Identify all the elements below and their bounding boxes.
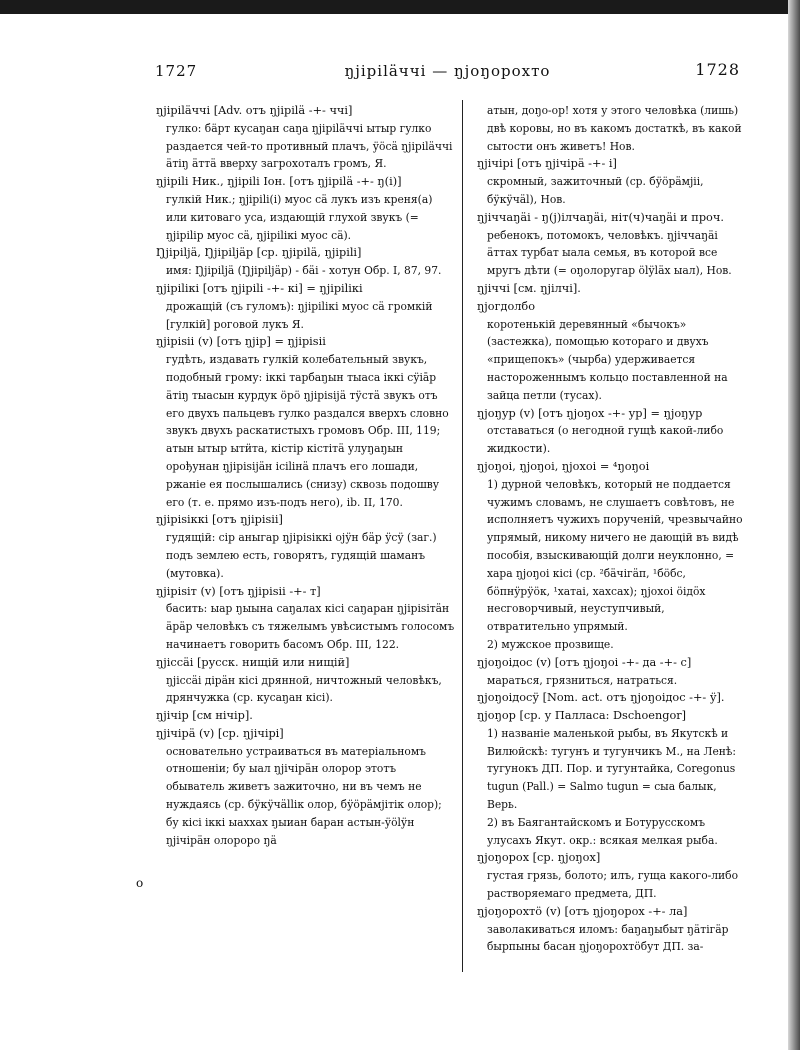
entry-definition: гудящiй: сiр аныгар ŋjiрisiккi оjӱн бӓр ӱсӱ (заг.) подъ землею есть, говорятъ, гудящiй шаманъ (мутовка). xyxy=(166,531,437,580)
entry-definition: ŋjiссӓi дiрӓн кiсi дрянной, ничтожный человѣкъ, дрянчужка (ср. кусаŋан кiсi). xyxy=(166,673,442,705)
entry-headword: ŋjiчiрi [отъ ŋjiчiрӓ -+- i] xyxy=(477,157,617,171)
entry-definition: коротенькiй деревянный «бычокъ» (застежка), помощью котораго и двухъ «прищепокъ» (чырба) удерживается настороженнымъ кольцо поставленной на зайца петли (тусах). xyxy=(487,317,728,402)
column-divider xyxy=(462,100,463,972)
dictionary-entry xyxy=(150,173,455,244)
entry-definition: гудѣть, издавать гулкiй колебательный звукъ, подобный грому: iккi тарбаŋын тыаса iккi сӱiāр ӓтiŋ тыасын курдук öрö ŋjiрisiјӓ тӱстӓ звукъ отъ его двухъ пальцевъ гулко раздался вверхъ словно звукъ двухъ раскатистыхъ громовъ Обр. III, 119; атын ытыр ытӥта, кiстiр кiстiтӓ улуŋаŋын орођунан ŋjiрisiјӓн iсiliнӓ плачъ его лошади, ржанiе ея послышались (снизу) сквозь подошву его (т. е. прямо изъ-подъ него), ib. II, 170. xyxy=(166,353,449,509)
dictionary-entry xyxy=(471,476,743,636)
entry-headword: ŋjiрisiт (v) [отъ ŋjiрisii -+- т] xyxy=(156,584,321,598)
left-column xyxy=(150,102,455,849)
dictionary-entry xyxy=(150,654,455,707)
entry-definition: мараться, грязниться, натраться. xyxy=(487,673,678,687)
dictionary-entry xyxy=(471,903,743,956)
dictionary-entry xyxy=(471,209,743,280)
entry-headword: ŋjiссӓi [русск. нищiй или нищiй] xyxy=(156,655,350,669)
dictionary-entry xyxy=(150,511,455,582)
entry-headword: ŋjoŋoiдoc (v) [отъ ŋjoŋoi -+- да -+- с] xyxy=(477,655,692,669)
dictionary-entry xyxy=(471,280,743,298)
scan-right-edge xyxy=(788,0,800,1050)
dictionary-entry xyxy=(471,636,743,654)
dictionary-entry xyxy=(471,725,743,814)
entry-headword: ŋjiччаŋӓi - ŋ(j)iлчаŋӓi, нiт(ч)чаŋӓi и проч. xyxy=(477,210,724,224)
entry-headword: ŋjoŋop [ср. у Палласа: Dschoengor] xyxy=(477,709,687,723)
dictionary-entry xyxy=(150,280,455,333)
entry-sense: 2) мужское прозвище. xyxy=(487,637,614,651)
entry-definition: основательно устраиваться въ матерiальномъ отношенiи; бу ыал ŋjiчiрӓн олорор этотъ обыватель живетъ зажиточно, ни въ чемъ не нуждаясь (ср. бӱкӱчӓlliк олор, бӱöрӓмjiтiк олор); бу кiсi iккi ыаххах ŋыиан баран астын-ӱölӱн ŋjiчiрӓн олороро ŋӓ xyxy=(166,744,442,847)
margin-mark: o xyxy=(136,876,144,890)
entry-headword: ŋjoŋoрохтö (v) [отъ ŋjoŋoрох -+- ла] xyxy=(477,904,688,918)
entry-sense: 2) въ Баягантайскомъ и Ботурусскомъ улусахъ Якут. окр.: всякая мелкая рыба. xyxy=(487,815,718,847)
entry-headword: ŋjoгдолбо xyxy=(477,299,536,313)
dictionary-entry xyxy=(150,102,455,173)
entry-definition: имя: Ŋjiрiljӓ (Ŋjiрiljӓр) - бӓi - хотун Обр. I, 87, 97. xyxy=(166,264,442,278)
dictionary-entry xyxy=(471,814,743,850)
running-head: ŋjiрilӓччi — ŋjoŋopoxто xyxy=(344,62,551,80)
entry-headword: ŋjiрisii (v) [отъ ŋjiр] = ŋjiрisii xyxy=(156,335,326,349)
entry-sense: 1) названiе маленькой рыбы, въ Якутскѣ и Вилюйскѣ: тугунъ и тугунчикъ М., на Ленѣ: тугунокъ ДП. Пор. и тугунтайка, Coregonus tugun (Pall.) = Salmo tugun = сыа балык, Верь. xyxy=(487,726,736,812)
dictionary-entry xyxy=(150,333,455,511)
dictionary-entry xyxy=(471,849,743,902)
entry-headword: ŋjoŋур (v) [отъ ŋjoŋох -+- ур] = ŋjoŋур xyxy=(477,406,703,420)
entry-definition: скромный, зажиточный (ср. бӱöрӓмjiі, бӱкӱчӓl), Нов. xyxy=(487,175,704,206)
page-number-right: 1728 xyxy=(695,60,740,79)
dictionary-entry xyxy=(471,405,743,458)
right-column xyxy=(471,102,743,956)
dictionary-entry xyxy=(471,155,743,208)
entry-headword: ŋjoŋoi, ŋjoŋoi, ŋjoхoi = ⁴ŋoŋoi xyxy=(477,459,650,473)
dictionary-entry xyxy=(150,707,455,725)
entry-headword: ŋjoŋoiдoсӱ [Nom. act. отъ ŋjoŋoiдoс -+- ӱ]. xyxy=(477,691,725,705)
dictionary-entry xyxy=(471,458,743,476)
page-number-left: 1727 xyxy=(155,62,198,80)
entry-definition: густая грязь, болото; илъ, гуща какого-либо растворяемаго предмета, ДП. xyxy=(487,869,739,901)
entry-headword: ŋjiрilікi [отъ ŋjiрili -+- кi] = ŋjiрilікi xyxy=(156,281,363,295)
entry-definition: дрожащiй (съ гуломъ): ŋjiрilікi муос сӓ громкiй [гулкiй] роговой лукъ Я. xyxy=(166,299,433,331)
dictionary-entry xyxy=(471,689,743,707)
entry-definition: отставаться (о негодной гущѣ какой-либо жидкости). xyxy=(487,424,724,456)
entry-definition: басить: ыар ŋыына саŋалах кiсi саŋаран ŋjiрisiтӓн ӓрӓр человѣкъ съ тяжелымъ увѣсистымъ голосомъ начинаетъ говорить басомъ Обр. III, 122. xyxy=(166,602,455,651)
entry-definition: ребенокъ, потомокъ, человѣкъ. ŋjiччаŋӓi ӓттах турбат ыала семья, въ которой все мругъ дѣти (= оŋолоругар ölӱlӓх ыал), Нов. xyxy=(487,228,732,278)
entry-definition: гулкiй Ник.; ŋjiрili(i) муос сӓ лукъ изъ креня(а) или китоваго уса, издающiй глухой звукъ (= ŋjiрilip муос сӓ, ŋjiрilікi муос сӓ). xyxy=(166,192,433,242)
entry-definition: атын, доŋо-ор! хотя у этого человѣка (лишь) двѣ коровы, но въ какомъ достаткѣ, въ какой сытости онъ живетъ! Нов. xyxy=(487,104,742,153)
entry-headword: Ŋjiрiljӓ, Ŋjiрiljӓp [ср. ŋjiрilӓ, ŋjiрili] xyxy=(156,246,362,260)
dictionary-entry xyxy=(150,583,455,654)
dictionary-entry xyxy=(471,298,743,405)
dictionary-entry xyxy=(471,707,743,725)
dictionary-entry xyxy=(471,654,743,690)
entry-headword: ŋjiчiр [см нiчiр]. xyxy=(156,709,253,723)
entry-definition: заволакиваться иломъ: баŋаŋыбыт ŋӓтiгӓр бырпыны басан ŋjoŋoрохтöбут ДП. за- xyxy=(487,922,729,954)
entry-headword: ŋjiрilӓччi [Adv. отъ ŋjiрilӓ -+- ччi] xyxy=(156,104,353,117)
entry-headword: ŋjoŋopox [ср. ŋjoŋox] xyxy=(477,851,601,865)
entry-headword: ŋjiрili Ник., ŋjiрili Іон. [отъ ŋjiрilӓ -+- ŋ(i)] xyxy=(156,175,402,189)
scan-top-edge xyxy=(0,0,800,14)
entry-headword: ŋjiчiрӓ (v) [ср. ŋjiчiрi] xyxy=(156,726,284,740)
entry-sense: 1) дурной человѣкъ, который не поддается чужимъ словамъ, не слушаетъ совѣтовъ, не исполняетъ чужихъ порученiй, чрезвычайно упрямый, никому ничего не дающiй въ видѣ пособiя, взыскивающiй долги неуклонно, = хара ŋjoŋoi кiсi (ср. ²бӓчiгӓп, ¹бöбс, бöпнӱрӱöк, ¹хатаi, хахсах); ŋjoхoi öiдӧх несговорчивый, неуступчивый, отвратительно упрямый. xyxy=(487,477,743,634)
dictionary-entry xyxy=(150,244,455,280)
entry-definition: гулко: бäрт кусаŋан саŋа ŋjiрilӓччi ытыр гулко раздается чей-то противный плачъ, ӱöсӓ ŋjiрilӓччi ӓтiŋ ӓттӓ вверху загрохоталъ громъ, Я. xyxy=(166,121,453,171)
page-header xyxy=(155,62,740,84)
dictionary-entry xyxy=(471,102,743,155)
entry-headword: ŋjiрisiккi [отъ ŋjiрisii] xyxy=(156,513,283,527)
dictionary-entry xyxy=(150,725,455,850)
entry-headword: ŋjiччi [см. ŋjiлчi]. xyxy=(477,281,581,295)
